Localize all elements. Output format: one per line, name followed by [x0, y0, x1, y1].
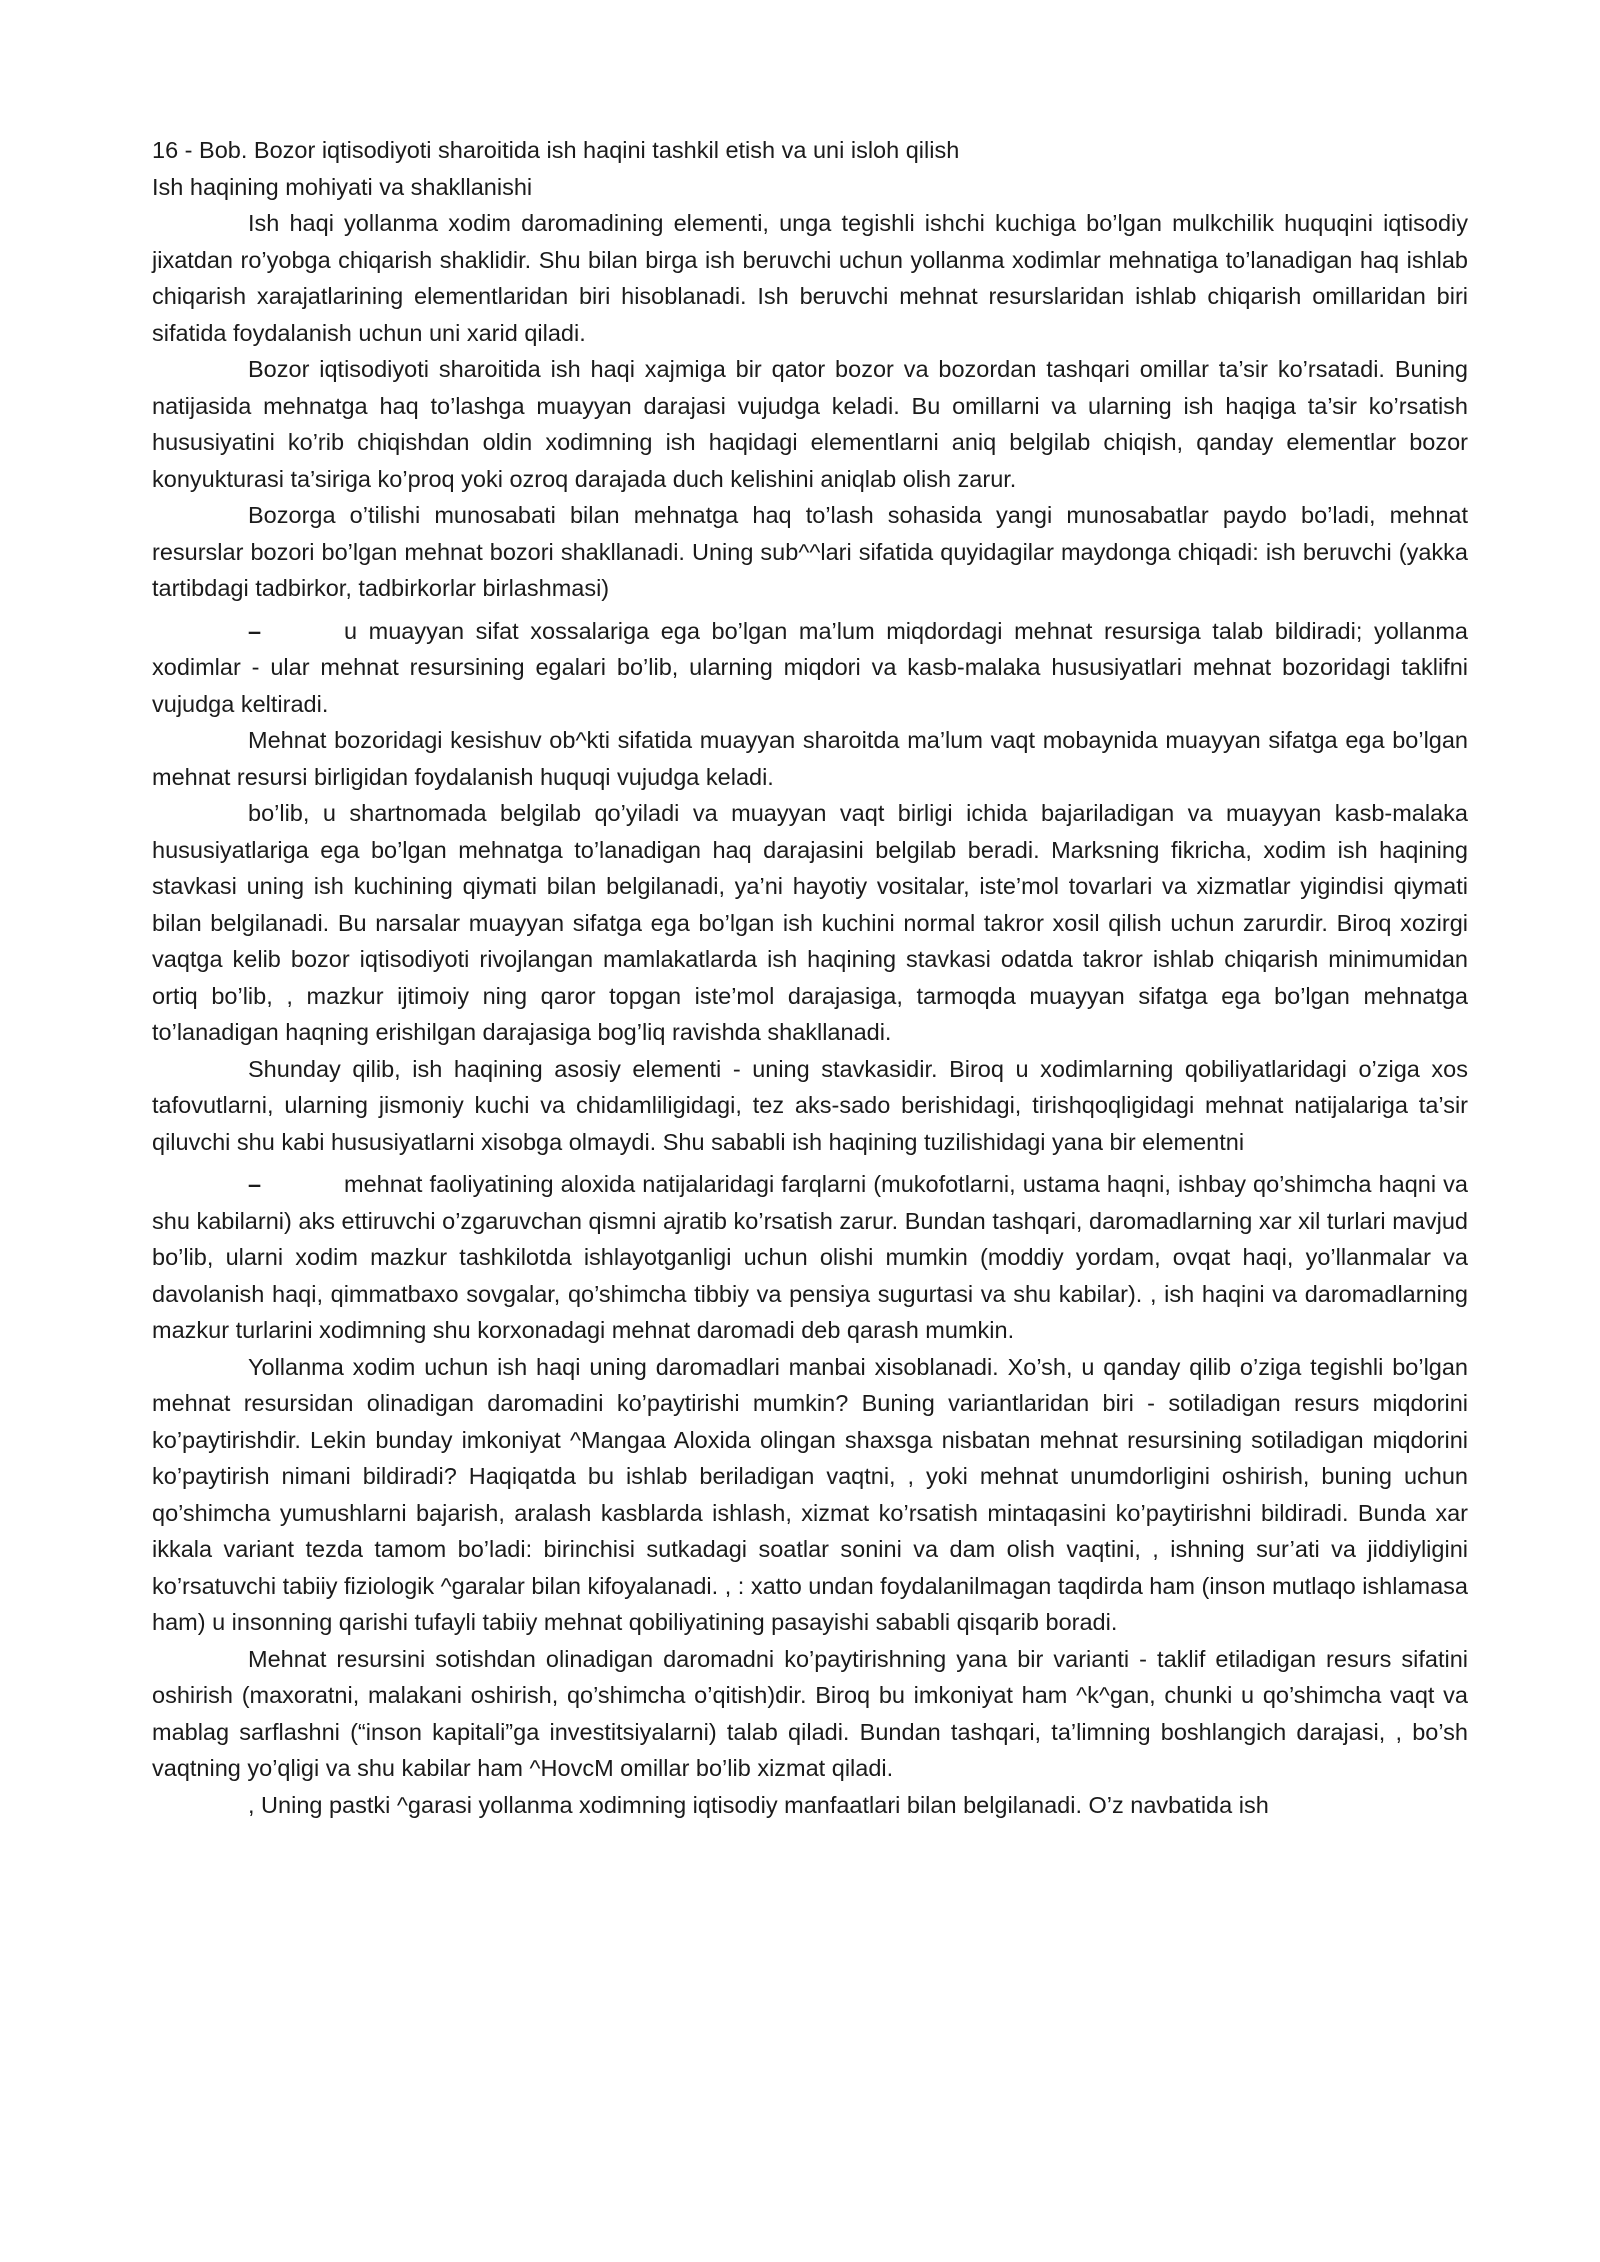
bullet-text: mehnat faoliyatining aloxida natijalaridagi farqlarni (mukofotlarni, ustama haqni, ishbay qo’shimcha haqni va shu kabilarni) aks ettiruvchi o’zgaruvchan qismni ajratib ko’rsatish zarur. Bundan tashqari, daromadlarning xar xil turlari mavjud bo’lib, ularni xodim mazkur tashkilotda ishlayotganligi uchun olishi mumkin (moddiy yordam, ovqat haqi, yo’llanmalar va davolanish haqi, qimmatbaxo sovgalar, qo’shimcha tibbiy va pensiya sugurtasi va shu kabilar). , ish haqini va daromadlarning mazkur turlarini xodimning shu korxonadagi mehnat daromadi deb qarash mumkin. [152, 1171, 1468, 1343]
bullet-text: u muayyan sifat xossalariga ega bo’lgan ma’lum miqdordagi mehnat resursiga talab bildiradi; yollanma xodimlar - ular mehnat resursining egalari bo’lib, ularning miqdori va kasb-malaka hususiyatlari mehnat bozoridagi taklifni vujudga keltiradi. [152, 617, 1468, 717]
bullet-paragraph [152, 613, 1468, 723]
paragraph: Bozor iqtisodiyoti sharoitida ish haqi xajmiga bir qator bozor va bozordan tashqari omillar ta’sir ko’rsatadi. Buning natijasida mehnatga haq to’lashga muayyan darajasi vujudga keladi. Bu omillarni va ularning ish haqiga ta’sir ko’rsatish hususiyatini ko’rib chiqishdan oldin xodimning ish haqidagi elementlarni aniq belgilab chiqish, qanday elementlar bozor konyukturasi ta’siriga ko’proq yoki ozroq darajada duch kelishini aniqlab olish zarur. [152, 356, 1468, 492]
paragraph: Mehnat resursini sotishdan olinadigan daromadni ko’paytirishning yana bir varianti - taklif etiladigan resurs sifatini oshirish (maxoratni, malakani oshirish, qo’shimcha o’qitish)dir. Biroq bu imkoniyat ham ^k^gan, chunki u qo’shimcha vaqt va mablag sarflashni (“inson kapitali”ga investitsiyalarni) talab qiladi. Bundan tashqari, ta’limning boshlangich darajasi, , bo’sh vaqtning yo’qligi va shu kabilar ham ^HovcM omillar bo’lib xizmat qiladi. [152, 1645, 1468, 1781]
paragraph: , Uning pastki ^garasi yollanma xodimning iqtisodiy manfaatlari bilan belgilanadi. O’z navbatida ish [248, 1791, 1269, 1818]
dash-bullet-marker: – [248, 617, 262, 644]
paragraph: Ish haqi yollanma xodim daromadining elementi, unga tegishli ishchi kuchiga bo’lgan mulkchilik huquqini iqtisodiy jixatdan ro’yobga chiqarish shaklidir. Shu bilan birga ish beruvchi uchun yollanma xodimlar mehnatiga to’lanadigan haq ishlab chiqarish xarajatlarining elementlaridan biri hisoblanadi. Ish beruvchi mehnat resurslaridan ishlab chiqarish omillaridan biri sifatida foydalanish uchun uni xarid qiladi. [152, 210, 1468, 346]
dash-bullet-marker: – [248, 1171, 262, 1197]
paragraph: Mehnat bozoridagi kesishuv ob^kti sifatida muayyan sharoitda ma’lum vaqt mobaynida muayyan sifatga ega bo’lgan mehnat resursi birligidan foydalanish huquqi vujudga keladi. [152, 727, 1468, 790]
paragraph: Shunday qilib, ish haqining asosiy elementi - uning stavkasidir. Biroq u xodimlarning qobiliyatlaridagi o’ziga xos tafovutlarni, ularning jismoniy kuchi va chidamliligidagi, tez aks-sado berishidagi, tirishqoqligidagi mehnat natijalariga ta’sir qiluvchi shu kabi hususiyatlarni xisobga olmaydi. Shu sababli ish haqining tuzilishidagi yana bir elementni [152, 1055, 1468, 1155]
section-title: Ish haqining mohiyati va shakllanishi [152, 173, 533, 200]
bullet-paragraph [152, 1166, 1468, 1349]
paragraph: Yollanma xodim uchun ish haqi uning daromadlari manbai xisoblanadi. Xo’sh, u qanday qilib o’ziga tegishli bo’lgan mehnat resursidan olinadigan daromadini ko’paytirishi mumkin? Buning variantlaridan biri - sotiladigan resurs miqdorini ko’paytirishdir. Lekin bunday imkoniyat ^Mangaa Aloxida olingan shaxsga nisbatan mehnat resursining sotiladigan miqdorini ko’paytirish nimani bildiradi? Haqiqatda bu ishlab beriladigan vaqtni, , yoki mehnat unumdorligini oshirish, buning uchun qo’shimcha yumushlarni bajarish, aralash kasblarda ishlash, xizmat ko’rsatish mintaqasini ko’paytirishni bildiradi. Bunda xar ikkala variant tezda tamom bo’ladi: birinchisi sutkadagi soatlar sonini va dam olish vaqtini, , ishning sur’ati va jiddiyligini ko’rsatuvchi tabiiy fiziologik ^garalar bilan kifoyalanadi. , : xatto undan foydalanilmagan taqdirda ham (inson mutlaqo ishlamasa ham) u insonning qarishi tufayli tabiiy mehnat qobiliyatining pasayishi sababli qisqarib boradi. [152, 1353, 1468, 1635]
paragraph: bo’lib, u shartnomada belgilab qo’yiladi va muayyan vaqt birligi ichida bajariladigan va muayyan kasb-malaka hususiyatlariga ega bo’lgan mehnatga to’lanadigan haq darajasini belgilab beradi. Marksning fikricha, xodim ish haqining stavkasi uning ish kuchining qiymati bilan belgilanadi, ya’ni hayotiy vositalar, iste’mol tovarlari va xizmatlar yigindisi qiymati bilan belgilanadi. Bu narsalar muayyan sifatga ega bo’lgan ish kuchini normal takror xosil qilish uchun zarurdir. Biroq xozirgi vaqtga kelib bozor iqtisodiyoti rivojlangan mamlakatlarda ish haqining stavkasi odatda takror ishlab chiqarish minimumidan ortiq bo’lib, , mazkur ijtimoiy ning qaror topgan iste’mol darajasiga, tarmoqda muayyan sifatga ega bo’lgan mehnatga to’lanadigan haqning erishilgan darajasiga bog’liq ravishda shakllanadi. [152, 800, 1468, 1045]
document-page [152, 132, 1468, 1823]
chapter-title: 16 - Bob. Bozor iqtisodiyoti sharoitida ish haqini tashkil etish va uni isloh qilish [152, 137, 960, 163]
paragraph: Bozorga o’tilishi munosabati bilan mehnatga haq to’lash sohasida yangi munosabatlar paydo bo’ladi, mehnat resurslar bozori bo’lgan mehnat bozori shakllanadi. Uning sub^^lari sifatida quyidagilar maydonga chiqadi: ish beruvchi (yakka tartibdagi tadbirkor, tadbirkorlar birlashmasi) [152, 502, 1468, 601]
